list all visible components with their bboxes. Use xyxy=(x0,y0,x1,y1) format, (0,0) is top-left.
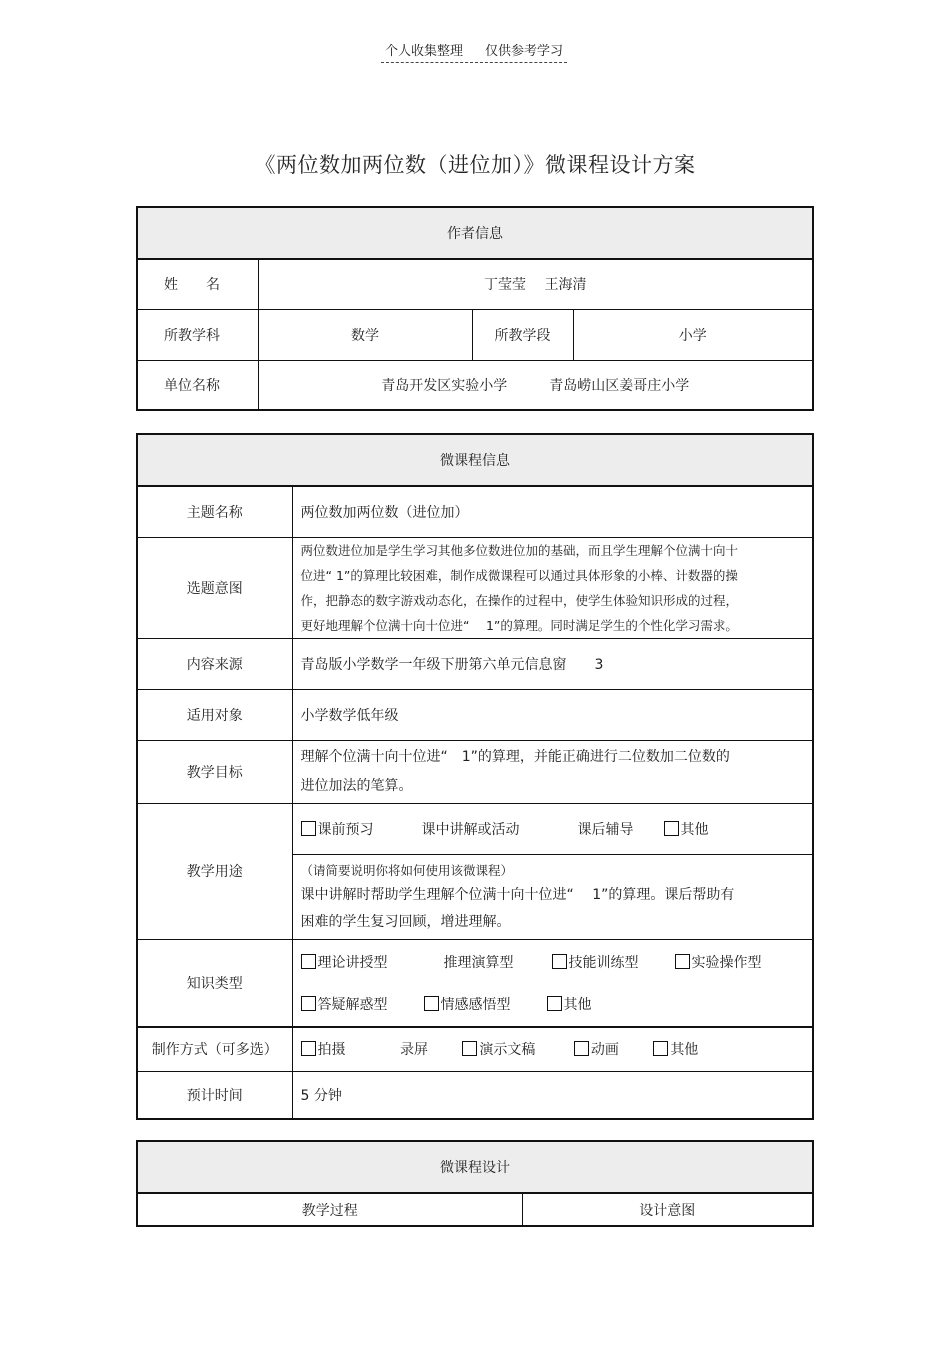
intent-line: 位进“ 1”的算理比较困难，制作成微课程可以通过具体形象的小棒、计数器的操 xyxy=(300,567,738,583)
design-table xyxy=(136,1140,814,1227)
checkbox-icon[interactable] xyxy=(552,954,567,969)
use-desc-line: 课中讲解时帮助学生理解个位满十向十位进“ 1”的算理。课后帮助有 xyxy=(300,886,735,903)
intent-column-header: 设计意图 xyxy=(522,1193,813,1226)
use-option-after-class[interactable]: 课后辅导 xyxy=(577,821,634,838)
author-section-header: 作者信息 xyxy=(137,207,813,259)
goal-label: 教学目标 xyxy=(137,740,292,803)
intent-label: 选题意图 xyxy=(137,537,292,638)
knowledge-option-qa[interactable]: 答疑解惑型 xyxy=(301,994,388,1014)
use-option-preview[interactable]: 课前预习 xyxy=(301,819,374,839)
header-left-text: 个人收集整理 xyxy=(384,44,463,59)
intent-text xyxy=(292,537,813,638)
document-title: 《两位数加两位数（进位加）》微课程设计方案 xyxy=(254,153,696,177)
page-header-note xyxy=(381,40,567,63)
topic-label: 主题名称 xyxy=(137,486,292,537)
name-label: 姓 名 xyxy=(137,259,258,309)
process-column-header: 教学过程 xyxy=(137,1193,522,1226)
method-option-shoot[interactable]: 拍摄 xyxy=(301,1039,346,1059)
knowledge-option-other[interactable]: 其他 xyxy=(547,994,592,1014)
checkbox-icon[interactable] xyxy=(301,954,316,969)
use-hint: （请简要说明你将如何使用该微课程） xyxy=(300,862,514,878)
goal-text xyxy=(292,740,813,803)
unit-value: 青岛开发区实验小学 青岛崂山区姜哥庄小学 xyxy=(258,360,813,410)
use-description xyxy=(293,855,813,939)
checkbox-icon[interactable] xyxy=(574,1041,589,1056)
time-label: 预计时间 xyxy=(137,1071,292,1119)
goal-line: 进位加法的笔算。 xyxy=(300,777,413,794)
source-label: 内容来源 xyxy=(137,638,292,689)
use-options-row xyxy=(293,804,813,855)
method-option-record[interactable]: 录屏 xyxy=(399,1042,428,1059)
name-value: 丁莹莹 王海清 xyxy=(258,259,813,309)
unit-label: 单位名称 xyxy=(137,360,258,410)
method-label: 制作方式（可多选） xyxy=(137,1027,292,1071)
method-option-other[interactable]: 其他 xyxy=(653,1039,698,1059)
author-info-table xyxy=(136,206,814,411)
checkbox-icon[interactable] xyxy=(301,821,316,836)
checkbox-icon[interactable] xyxy=(653,1041,668,1056)
use-cell xyxy=(292,803,813,939)
course-section-header: 微课程信息 xyxy=(137,434,813,486)
use-label: 教学用途 xyxy=(137,803,292,939)
knowledge-option-skill[interactable]: 技能训练型 xyxy=(552,952,639,972)
intent-line: 作，把静态的数字游戏动态化，在操作的过程中，使学生体验知识形成的过程， xyxy=(300,592,739,608)
method-options xyxy=(292,1027,813,1071)
checkbox-icon[interactable] xyxy=(664,821,679,836)
target-value: 小学数学低年级 xyxy=(292,689,813,740)
use-desc-line: 困难的学生复习回顾，增进理解。 xyxy=(300,913,511,930)
stage-value: 小学 xyxy=(573,309,813,360)
header-right-text: 仅供参考学习 xyxy=(485,44,564,59)
subject-label: 所教学科 xyxy=(137,309,258,360)
course-info-table xyxy=(136,433,814,1120)
checkbox-icon[interactable] xyxy=(424,996,439,1011)
knowledge-option-emotion[interactable]: 情感感悟型 xyxy=(424,994,511,1014)
checkbox-icon[interactable] xyxy=(301,996,316,1011)
topic-value: 两位数加两位数（进位加） xyxy=(292,486,813,537)
knowledge-options xyxy=(292,939,813,1027)
source-value: 青岛版小学数学一年级下册第六单元信息窗 3 xyxy=(292,638,813,689)
method-option-animation[interactable]: 动画 xyxy=(574,1039,619,1059)
goal-line: 理解个位满十向十位进“ 1”的算理，并能正确进行二位数加二位数的 xyxy=(300,748,730,765)
checkbox-icon[interactable] xyxy=(547,996,562,1011)
intent-line: 两位数进位加是学生学习其他多位数进位加的基础，而且学生理解个位满十向十 xyxy=(300,542,739,558)
target-label: 适用对象 xyxy=(137,689,292,740)
subject-value: 数学 xyxy=(258,309,472,360)
knowledge-option-experiment[interactable]: 实验操作型 xyxy=(675,952,762,972)
knowledge-label: 知识类型 xyxy=(137,939,292,1027)
use-option-in-class[interactable]: 课中讲解或活动 xyxy=(421,821,520,838)
knowledge-option-reasoning[interactable]: 推理演算型 xyxy=(443,954,514,971)
intent-line: 更好地理解个位满十向十位进“ 1”的算理。同时满足学生的个性化学习需求。 xyxy=(300,617,738,633)
stage-label: 所教学段 xyxy=(472,309,573,360)
design-section-header: 微课程设计 xyxy=(137,1141,813,1193)
knowledge-option-theory[interactable]: 理论讲授型 xyxy=(301,952,388,972)
time-value: 5 分钟 xyxy=(292,1071,813,1119)
checkbox-icon[interactable] xyxy=(462,1041,477,1056)
use-option-other[interactable]: 其他 xyxy=(664,819,709,839)
method-option-slides[interactable]: 演示文稿 xyxy=(462,1039,535,1059)
checkbox-icon[interactable] xyxy=(301,1041,316,1056)
checkbox-icon[interactable] xyxy=(675,954,690,969)
